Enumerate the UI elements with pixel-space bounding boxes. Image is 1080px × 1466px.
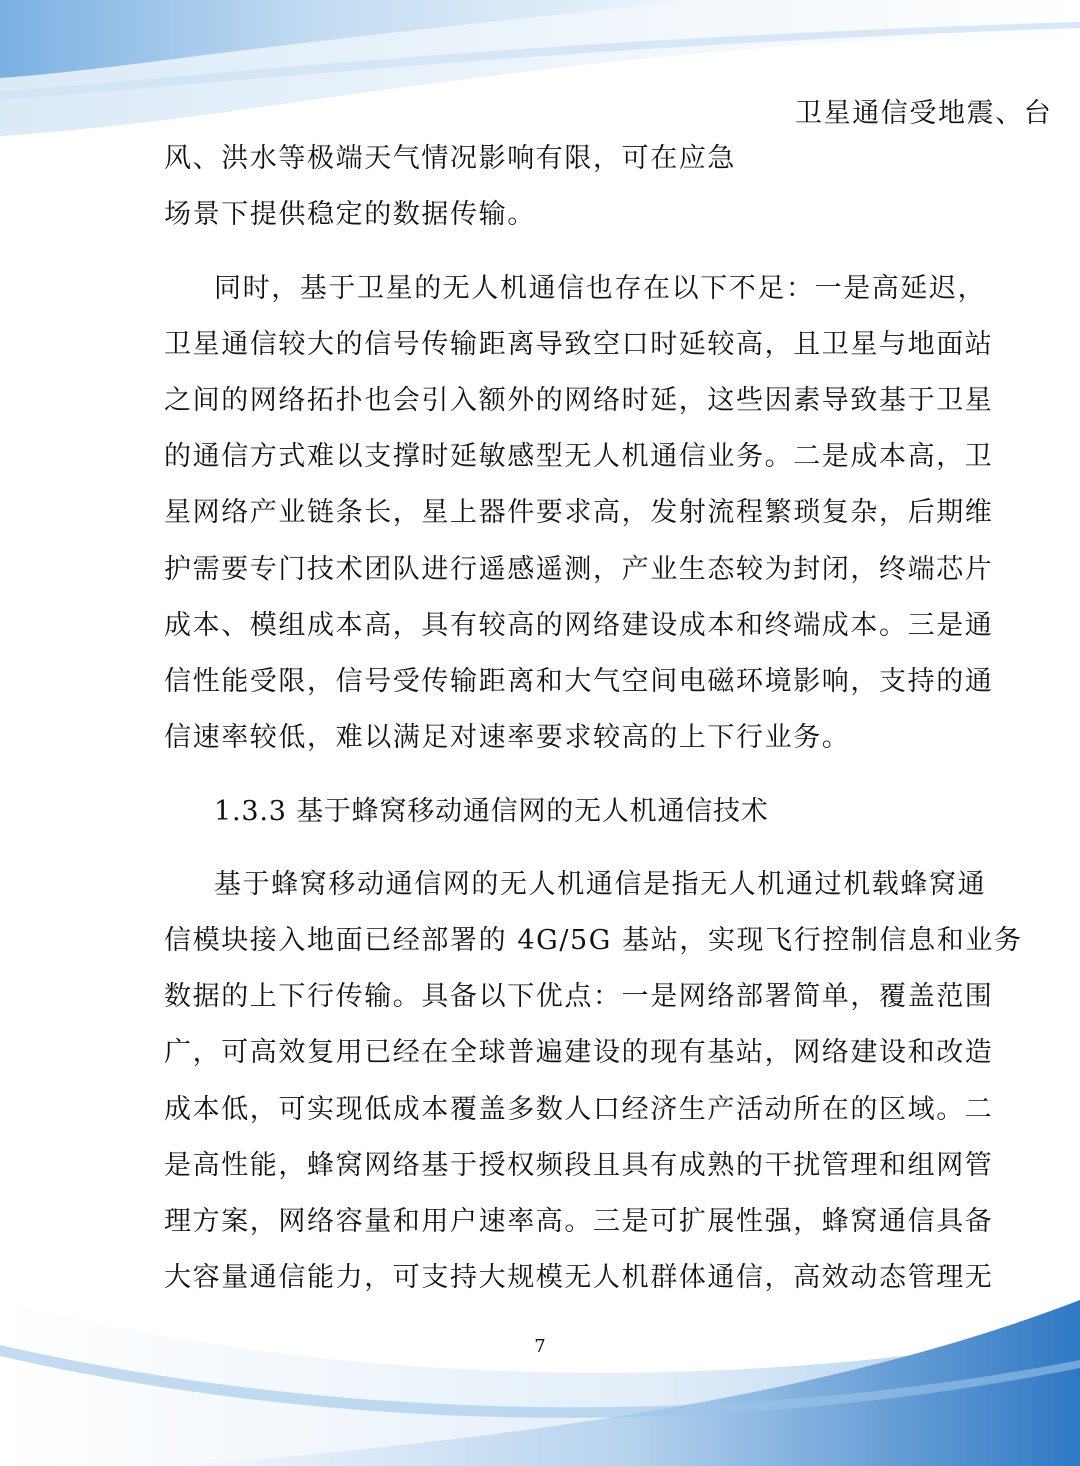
- text-line: 护需要专门技术团队进行遥感遥测，产业生态较为封闭，终端芯片: [164, 554, 994, 585]
- text-line: 是高性能，蜂窝网络基于授权频段且具有成熟的干扰管理和组网管: [164, 1150, 994, 1181]
- text-line: 信速率较低，难以满足对速率要求较高的上下行业务。: [164, 722, 851, 753]
- text-line: 卫星通信较大的信号传输距离导致空口时延较高，且卫星与地面站: [164, 329, 994, 360]
- text-line: 场景下提供稳定的数据传输。: [164, 199, 536, 230]
- text-line: 广，可高效复用已经在全球普遍建设的现有基站，网络建设和改造: [164, 1037, 994, 1068]
- text-line: 风、洪水等极端天气情况影响有限，可在应急: [164, 143, 736, 174]
- text-line: 信模块接入地面已经部署的 4G/5G 基站，实现飞行控制信息和业务: [164, 925, 1023, 956]
- text-line: 星网络产业链条长，星上器件要求高，发射流程繁琐复杂，后期维: [164, 497, 994, 528]
- text-line: 卫星通信受地震、台: [795, 98, 1053, 129]
- section-heading: 1.3.3 基于蜂窝移动通信网的无人机通信技术: [214, 796, 769, 827]
- page-number: 7: [534, 1336, 546, 1357]
- text-line: 理方案，网络容量和用户速率高。三是可扩展性强，蜂窝通信具备: [164, 1206, 994, 1237]
- text-line: 成本低，可实现低成本覆盖多数人口经济生产活动所在的区域。二: [164, 1094, 994, 1125]
- text-line: 信性能受限，信号受传输距离和大气空间电磁环境影响，支持的通: [164, 666, 994, 697]
- paragraph-first-line: 同时，基于卫星的无人机通信也存在以下不足：一是高延迟，: [214, 273, 987, 304]
- text-line: 数据的上下行传输。具备以下优点：一是网络部署简单，覆盖范围: [164, 981, 994, 1012]
- paragraph-first-line: 基于蜂窝移动通信网的无人机通信是指无人机通过机载蜂窝通: [214, 869, 987, 900]
- text-line: 大容量通信能力，可支持大规模无人机群体通信，高效动态管理无: [164, 1262, 994, 1293]
- text-line: 成本、模组成本高，具有较高的网络建设成本和终端成本。三是通: [164, 610, 994, 641]
- text-line: 的通信方式难以支撑时延敏感型无人机通信业务。二是成本高，卫: [164, 441, 994, 472]
- text-line: 之间的网络拓扑也会引入额外的网络时延，这些因素导致基于卫星: [164, 385, 994, 416]
